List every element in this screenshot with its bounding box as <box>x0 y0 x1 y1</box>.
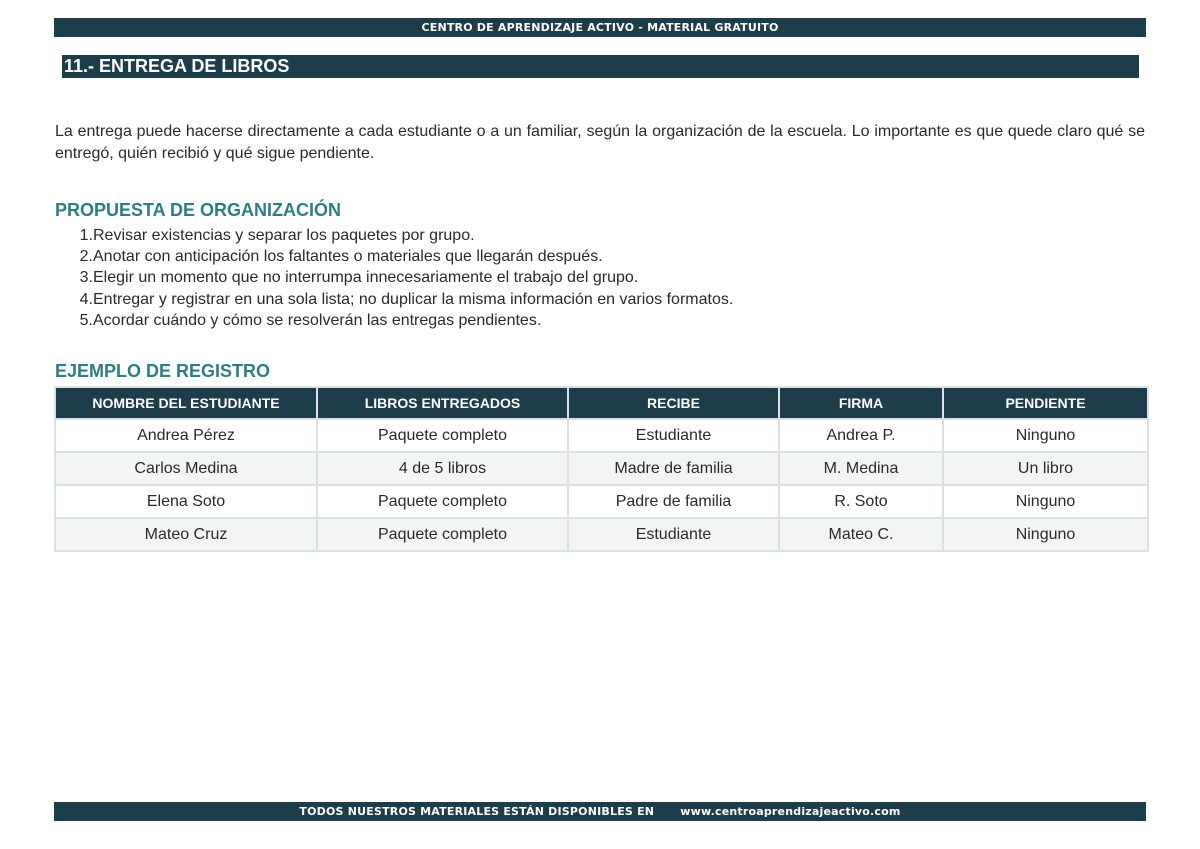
organization-steps-list <box>55 225 733 331</box>
table-cell: 4 de 5 libros <box>317 452 568 485</box>
list-item-number: 2. <box>79 248 93 266</box>
table-cell: Mateo Cruz <box>55 518 317 551</box>
table-row <box>55 419 1148 452</box>
table-cell: R. Soto <box>779 485 943 518</box>
table-cell: Ninguno <box>943 485 1148 518</box>
table-cell: Andrea P. <box>779 419 943 452</box>
list-item-text: Anotar con anticipación los faltantes o materiales que llegarán después. <box>93 248 603 266</box>
column-header-pending: PENDIENTE <box>943 387 1148 419</box>
table-cell: M. Medina <box>779 452 943 485</box>
list-item <box>55 289 733 310</box>
list-item <box>55 225 733 246</box>
footer-banner <box>54 802 1146 821</box>
table-cell: Un libro <box>943 452 1148 485</box>
register-table <box>54 386 1149 552</box>
table-header-row <box>55 387 1148 419</box>
list-item-text: Acordar cuándo y cómo se resolverán las entregas pendientes. <box>93 311 542 329</box>
column-header-student-name: NOMBRE DEL ESTUDIANTE <box>55 387 317 419</box>
table-cell: Ninguno <box>943 419 1148 452</box>
list-item <box>55 267 733 288</box>
register-heading: EJEMPLO DE REGISTRO <box>55 361 271 381</box>
column-header-books-delivered: LIBROS ENTREGADOS <box>317 387 568 419</box>
table-cell: Mateo C. <box>779 518 943 551</box>
table-cell: Carlos Medina <box>55 452 317 485</box>
list-item-number: 3. <box>79 269 93 287</box>
footer-url-link[interactable]: www.centroaprendizajeactivo.com <box>680 805 901 818</box>
table-cell: Padre de familia <box>568 485 779 518</box>
header-banner <box>54 18 1146 37</box>
column-header-receiver: RECIBE <box>568 387 779 419</box>
table-cell: Estudiante <box>568 419 779 452</box>
table-cell: Paquete completo <box>317 518 568 551</box>
table-cell: Estudiante <box>568 518 779 551</box>
table-row <box>55 452 1148 485</box>
table-cell: Paquete completo <box>317 485 568 518</box>
list-item-text: Revisar existencias y separar los paquetes por grupo. <box>93 227 475 244</box>
table-row <box>55 518 1148 551</box>
section-title: 11.- ENTREGA DE LIBROS <box>62 55 1139 78</box>
list-item <box>55 310 733 331</box>
table-cell: Elena Soto <box>55 485 317 518</box>
header-banner-text: CENTRO DE APRENDIZAJE ACTIVO - MATERIAL GRATUITO <box>421 21 779 34</box>
intro-paragraph: La entrega puede hacerse directamente a cada estudiante o a un familiar, según la organización de la escuela. Lo importante es que quede claro qué se entregó, quién recibió y qué sigue pendiente. <box>55 123 1145 162</box>
column-header-signature: FIRMA <box>779 387 943 419</box>
list-item-number: 1. <box>79 227 93 244</box>
organization-heading: PROPUESTA DE ORGANIZACIÓN <box>55 200 342 220</box>
table-cell: Andrea Pérez <box>55 419 317 452</box>
list-item-text: Elegir un momento que no interrumpa innecesariamente el trabajo del grupo. <box>93 269 639 287</box>
table-cell: Ninguno <box>943 518 1148 551</box>
table-row <box>55 485 1148 518</box>
list-item <box>55 246 733 267</box>
footer-label: TODOS NUESTROS MATERIALES ESTÁN DISPONIBLES EN <box>299 805 655 818</box>
list-item-number: 4. <box>79 290 93 308</box>
table-cell: Madre de familia <box>568 452 779 485</box>
table-cell: Paquete completo <box>317 419 568 452</box>
list-item-number: 5. <box>79 311 93 329</box>
list-item-text: Entregar y registrar en una sola lista; no duplicar la misma información en varios formatos. <box>93 290 734 308</box>
